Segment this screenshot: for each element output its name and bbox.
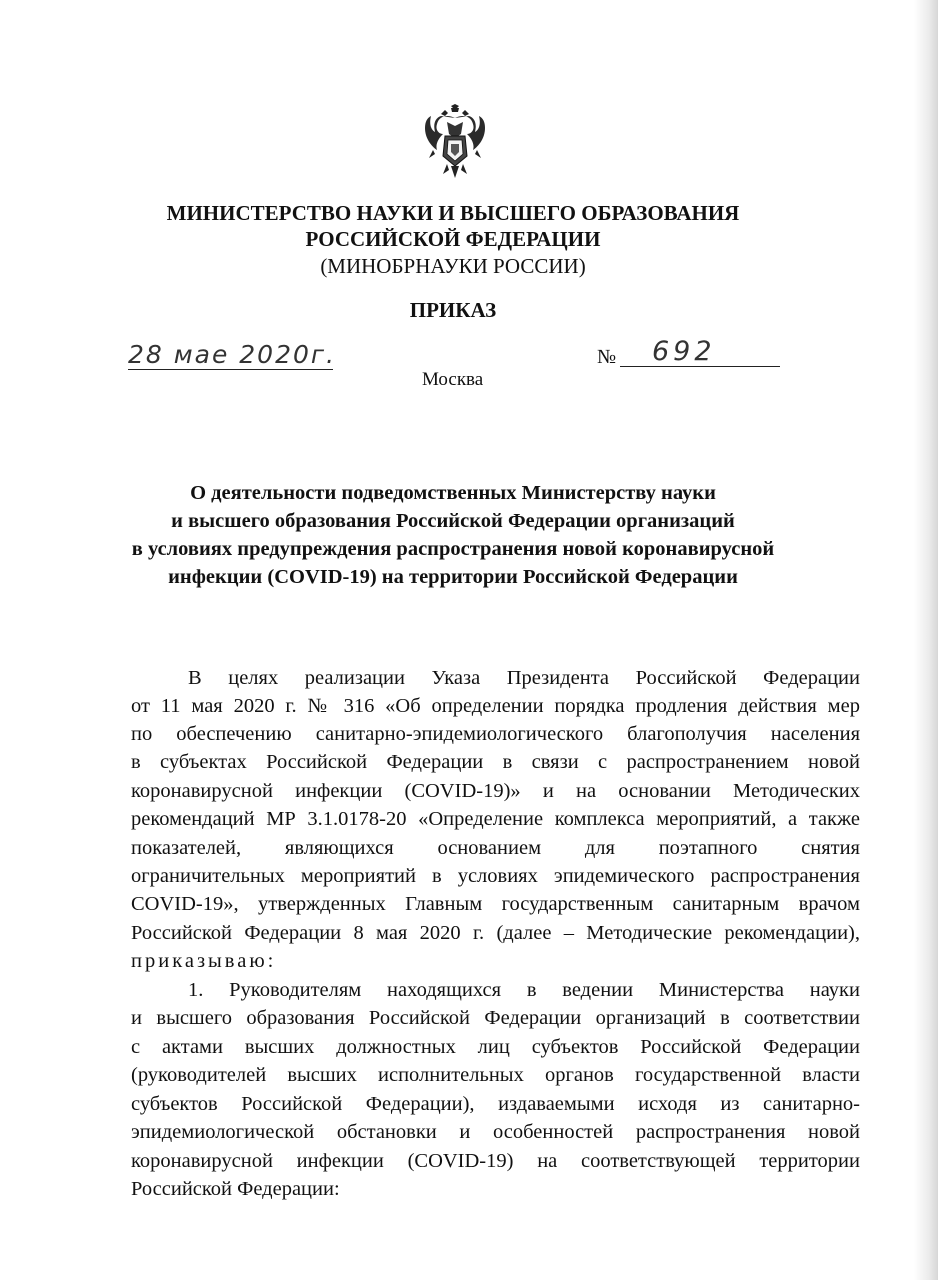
double-headed-eagle-emblem-icon [421, 104, 489, 180]
item1-line: Российской Федерации: [131, 1178, 340, 1200]
body-line: по обеспечению санитарно-эпидемиологического благополучия населения [131, 723, 860, 745]
item1-line: с актами высших должностных лиц субъектов Российской Федерации [131, 1036, 860, 1058]
city: Москва [422, 369, 484, 390]
body-line: Российской Федерации 8 мая 2020 г. (далее – Методические рекомендации), [131, 922, 860, 944]
item1-line: коронавирусной инфекции (COVID-19) на соответствующей территории [131, 1150, 860, 1172]
item1-line: субъектов Российской Федерации), издаваемыми исходя из санитарно- [131, 1093, 860, 1115]
body-line: рекомендаций МР 3.1.0178-20 «Определение комплекса мероприятий, а также [131, 808, 860, 830]
document-type: ПРИКАЗ [409, 298, 497, 322]
item1-line: эпидемиологической обстановки и особенностей распространения новой [131, 1121, 860, 1143]
body-line: в субъектах Российской Федерации в связи с распространением новой [131, 751, 860, 773]
ministry-name-line1: МИНИСТЕРСТВО НАУКИ И ВЫСШЕГО ОБРАЗОВАНИЯ [166, 201, 740, 225]
title-line: и высшего образования Российской Федерации организаций [171, 510, 735, 532]
page-edge-shadow [914, 0, 938, 1280]
number-sign: № [597, 346, 617, 368]
title-line: в условиях предупреждения распространения новой коронавирусной [131, 538, 775, 560]
ministry-short-name: (МИНОБРНАУКИ РОССИИ) [320, 254, 586, 278]
order-word: приказываю: [131, 950, 277, 972]
title-line: О деятельности подведомственных Министерству науки [190, 482, 716, 504]
body-line: от 11 мая 2020 г. № 316 «Об определении порядка продления действия мер [131, 695, 860, 717]
body-line: коронавирусной инфекции (COVID-19)» и на основании Методических [131, 780, 860, 802]
date-underline [128, 369, 333, 370]
body-line: ограничительных мероприятий в условиях эпидемического распространения [131, 865, 860, 887]
item1-line: 1. Руководителям находящихся в ведении Министерства науки [188, 979, 860, 1001]
handwritten-date: 28 мае 2020г. [128, 340, 336, 369]
body-line: COVID-19», утвержденных Главным государственным санитарным врачом [131, 893, 860, 915]
ministry-name-line2: РОССИЙСКОЙ ФЕДЕРАЦИИ [305, 227, 601, 251]
number-underline [620, 366, 780, 367]
body-line: показателей, являющихся основанием для поэтапного снятия [131, 837, 860, 859]
body-line: В целях реализации Указа Президента Российской Федерации [188, 667, 860, 689]
item1-line: (руководителей высших исполнительных органов государственной власти [131, 1064, 860, 1086]
handwritten-number: 692 [652, 336, 716, 367]
item1-line: и высшего образования Российской Федерации организаций в соответствии [131, 1007, 860, 1029]
title-line: инфекции (COVID-19) на территории Российской Федерации [168, 566, 738, 588]
